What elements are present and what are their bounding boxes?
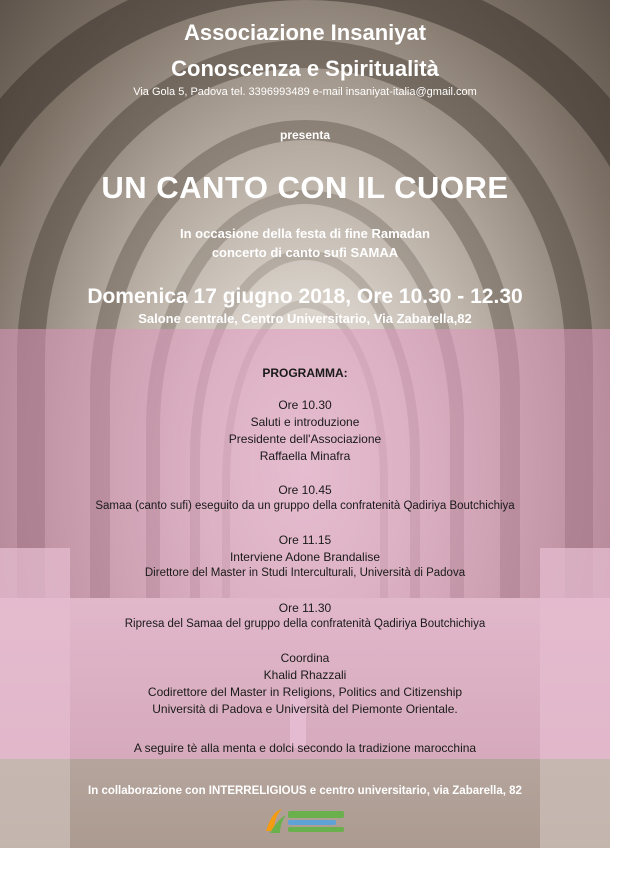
- program-line: Khalid Rhazzali: [263, 668, 347, 682]
- event-subtitle-2: concerto di canto sufi SAMAA: [211, 245, 399, 260]
- org-name-line2: Conoscenza e Spiritualità: [171, 56, 439, 81]
- program-line: Direttore del Master in Studi Interculturali, Università di Padova: [144, 567, 466, 579]
- org-name-line1: Associazione Insaniyat: [183, 20, 427, 45]
- event-date-time: Domenica 17 giugno 2018, Ore 10.30 - 12.30: [87, 285, 523, 308]
- program-line: Ripresa del Samaa del gruppo della confratenità Qadiriya Boutchichiya: [124, 618, 486, 630]
- program-line: Codirettore del Master in Religions, Politics and Citizenship: [147, 685, 463, 699]
- program-time: Ore 10.30: [278, 398, 332, 412]
- program-line: Raffaella Minafra: [259, 449, 351, 463]
- program-line: Coordina: [280, 651, 330, 665]
- event-venue: Salone centrale, Centro Universitario, Via Zabarella,82: [138, 311, 472, 326]
- collaboration-line: In collaborazione con INTERRELIGIOUS e centro universitario, via Zabarella, 82: [88, 785, 522, 797]
- program-line: Presidente dell'Associazione: [228, 432, 382, 446]
- event-title: UN CANTO CON IL CUORE: [101, 170, 509, 205]
- program-line: Saluti e introduzione: [250, 415, 360, 429]
- presenta-label: presenta: [279, 128, 331, 142]
- program-time: Ore 10.45: [278, 483, 332, 497]
- centro-universitario-logo-icon: [260, 805, 350, 837]
- program-line: Università di Padova e Università del Piemonte Orientale.: [152, 702, 458, 716]
- program-line: Samaa (canto sufi) eseguito da un gruppo della confratenità Qadiriya Boutchichiya: [95, 500, 515, 512]
- event-subtitle-1: In occasione della festa di fine Ramadan: [180, 226, 430, 241]
- program-time: Ore 11.15: [278, 533, 332, 547]
- program-closing: A seguire tè alla menta e dolci secondo la tradizione marocchina: [133, 741, 477, 755]
- org-contact: Via Gola 5, Padova tel. 3396993489 e-mail insaniyat-italia@gmail.com: [133, 86, 477, 98]
- program-time: Ore 11.30: [278, 601, 332, 615]
- program-line: Interviene Adone Brandalise: [229, 550, 381, 564]
- program-heading: PROGRAMMA:: [262, 366, 348, 380]
